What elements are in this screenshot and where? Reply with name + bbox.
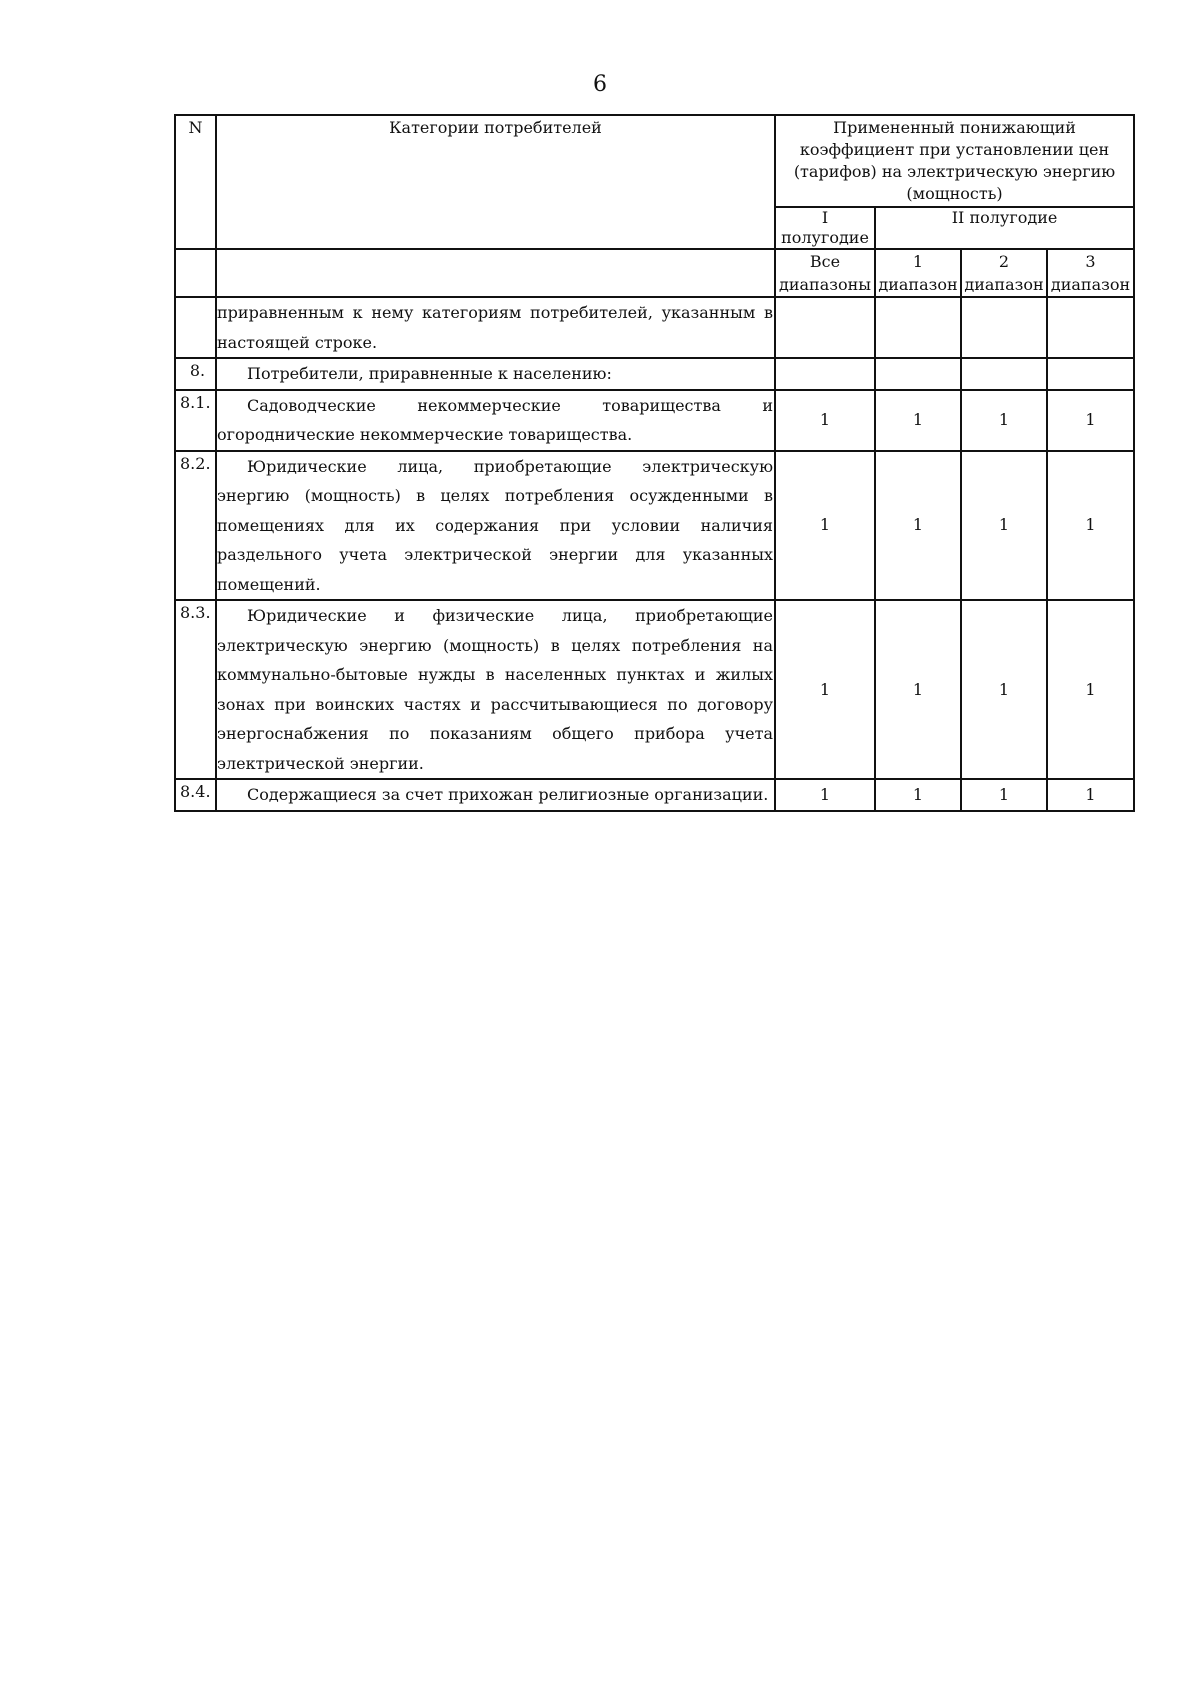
- header-range-2: [961, 249, 1047, 297]
- row-category-text: Юридические и физические лица, приобретающие электрическую энергию (мощность) в целях потребления на коммунально-бытовые нужды в населенных пунктах и жилых зонах при воинских частях и рассчитывающиеся по договору энергоснабжения по показаниям общего прибора учета электрической энергии.: [216, 600, 775, 779]
- table-row: [175, 297, 1134, 358]
- row-value-half1: 1: [775, 390, 875, 451]
- header-all-ranges: [775, 249, 875, 297]
- header-range-1-number: 1: [912, 252, 924, 271]
- header-row: [175, 115, 1134, 207]
- row-value-range2: 1: [961, 451, 1047, 601]
- row-category-text: Садоводческие некоммерческие товарищества и огороднические некоммерческие товарищества.: [216, 390, 775, 451]
- row-value-range1: [875, 297, 961, 358]
- header-range-2-number: 2: [998, 252, 1010, 271]
- row-value-range3: 1: [1047, 600, 1134, 779]
- header-all-ranges-line1: Все: [809, 252, 841, 271]
- row-value-half1: [775, 297, 875, 358]
- row-number: [175, 297, 216, 358]
- row-value-range1: 1: [875, 779, 961, 811]
- row-value-range2: 1: [961, 779, 1047, 811]
- row-value-half1: 1: [775, 600, 875, 779]
- table-row: [175, 779, 1134, 811]
- row-value-range1: 1: [875, 451, 961, 601]
- header-range-3-number: 3: [1085, 252, 1096, 271]
- row-number: 8.: [175, 358, 216, 390]
- row-number: 8.1.: [175, 390, 216, 451]
- row-value-half1: 1: [775, 779, 875, 811]
- row-value-half1: 1: [775, 451, 875, 601]
- header-all-ranges-line2: диапазоны: [778, 275, 871, 294]
- row-value-range2: 1: [961, 600, 1047, 779]
- row-number: 8.2.: [175, 451, 216, 601]
- header-range-3: [1047, 249, 1134, 297]
- row-value-range1: 1: [875, 390, 961, 451]
- header-range-category-empty: [216, 249, 775, 297]
- header-range-row: [175, 249, 1134, 297]
- table-row: [175, 358, 1134, 390]
- header-range-1: [875, 249, 961, 297]
- header-range-2-word: диапазон: [964, 275, 1044, 294]
- header-half-2: II полугодие: [875, 207, 1134, 249]
- header-range-3-word: диапазон: [1050, 275, 1131, 294]
- row-value-range1: 1: [875, 600, 961, 779]
- row-value-range3: [1047, 358, 1134, 390]
- table-row: [175, 600, 1134, 779]
- row-category-text: Потребители, приравненные к населению:: [216, 358, 775, 390]
- header-category: Категории потребителей: [216, 115, 775, 249]
- row-value-range2: [961, 358, 1047, 390]
- row-value-range3: 1: [1047, 390, 1134, 451]
- row-number: 8.4.: [175, 779, 216, 811]
- header-number: N: [175, 115, 216, 249]
- row-value-range2: 1: [961, 390, 1047, 451]
- header-coefficient: Примененный понижающий коэффициент при установлении цен (тарифов) на электрическую энергию (мощность): [775, 115, 1134, 207]
- row-value-range1: [875, 358, 961, 390]
- table-row: [175, 451, 1134, 601]
- row-value-range3: 1: [1047, 779, 1134, 811]
- row-category-text: Юридические лица, приобретающие электрическую энергию (мощность) в целях потребления осужденными в помещениях для их содержания при условии наличия раздельного учета электрической энергии для указанных помещений.: [216, 451, 775, 601]
- header-range-1-word: диапазон: [878, 275, 958, 294]
- row-value-range3: 1: [1047, 451, 1134, 601]
- row-value-range3: [1047, 297, 1134, 358]
- page-number: 6: [593, 72, 607, 97]
- row-value-half1: [775, 358, 875, 390]
- header-range-number-empty: [175, 249, 216, 297]
- row-value-range2: [961, 297, 1047, 358]
- tariff-coefficient-table: [174, 114, 1135, 812]
- table-row: [175, 390, 1134, 451]
- row-category-text: приравненным к нему категориям потребителей, указанным в настоящей строке.: [216, 297, 775, 358]
- header-half-1: I полугодие: [775, 207, 875, 249]
- row-category-text: Содержащиеся за счет прихожан религиозные организации.: [216, 779, 775, 811]
- row-number: 8.3.: [175, 600, 216, 779]
